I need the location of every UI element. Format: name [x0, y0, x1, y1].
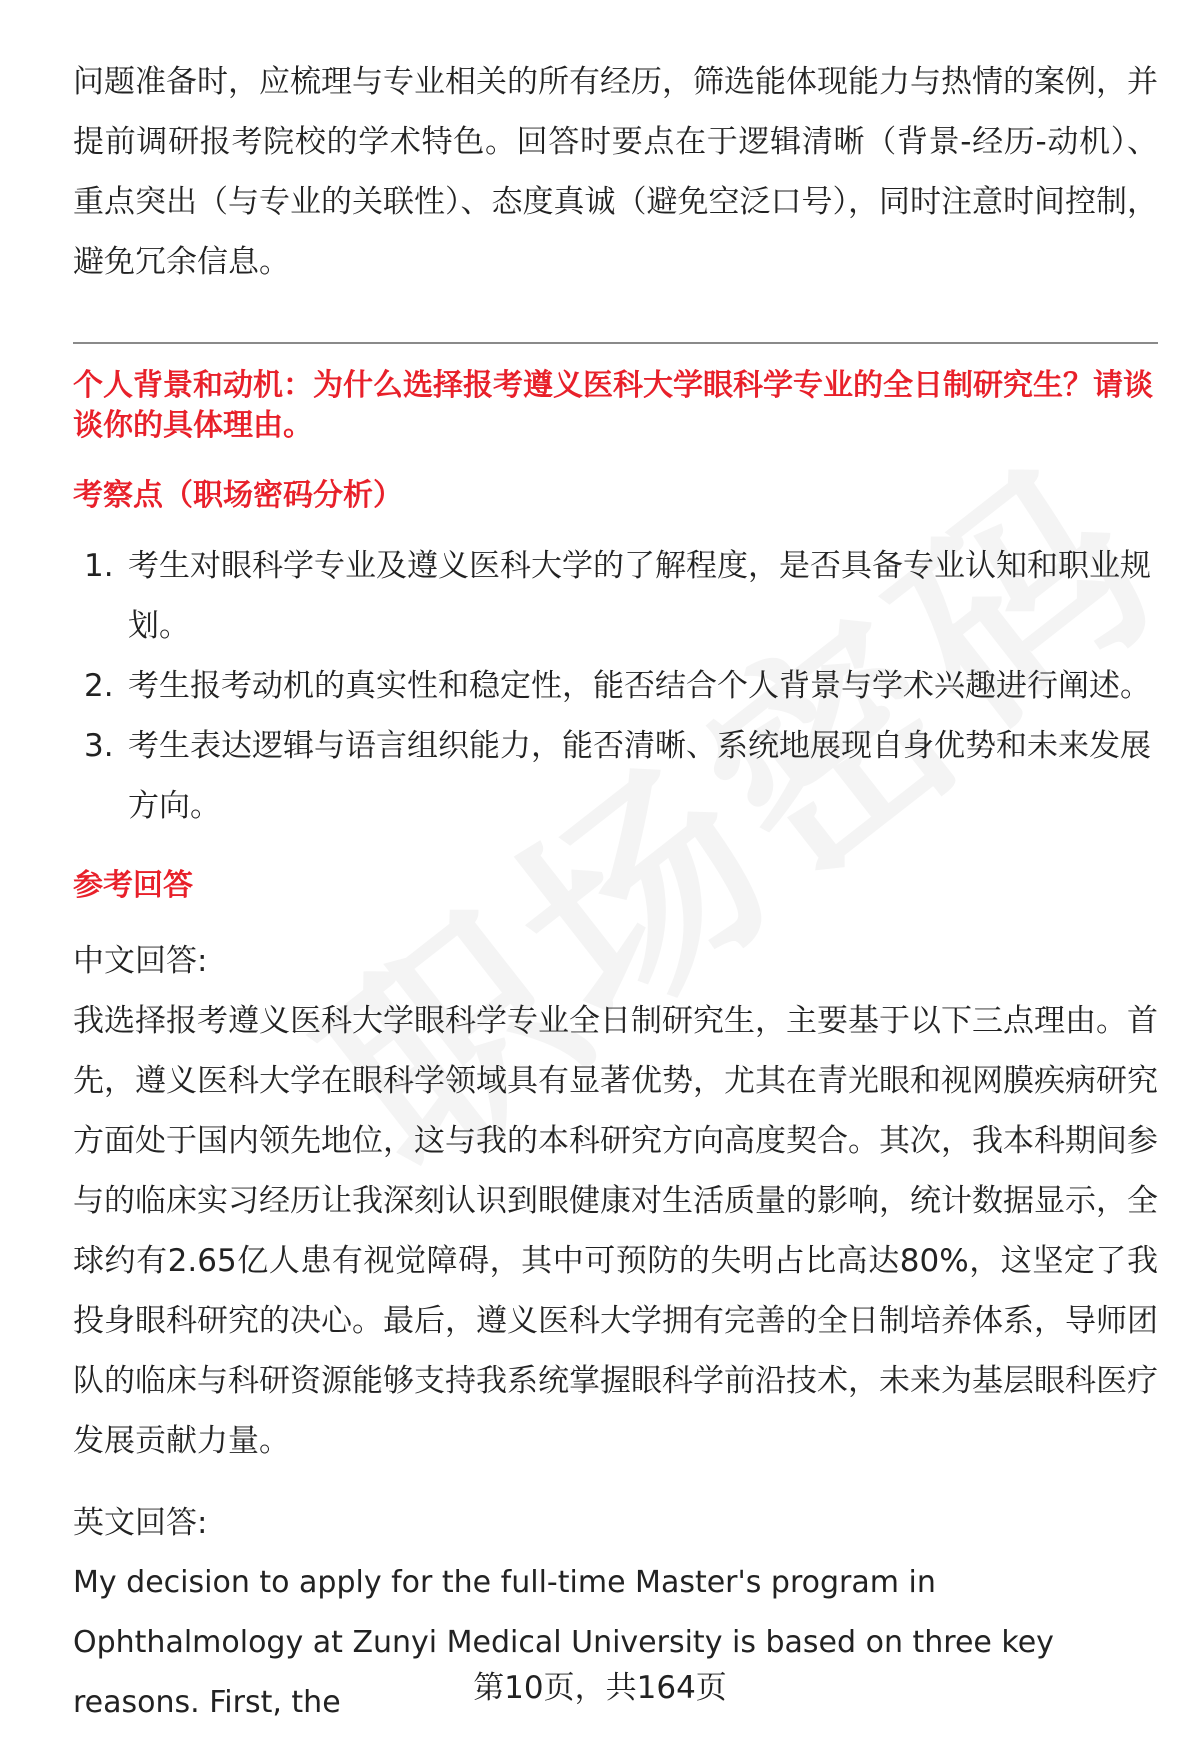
point-number: 2.: [84, 668, 114, 704]
section-divider: [73, 342, 1158, 344]
reference-title: 参考回答: [73, 868, 193, 903]
point-text: 考生报考动机的真实性和稳定性，能否结合个人背景与学术兴趣进行阐述。: [128, 668, 1151, 704]
assessment-title: 考察点（职场密码分析）: [73, 478, 403, 513]
question-heading: 个人背景和动机：为什么选择报考遵义医科大学眼科学专业的全日制研究生？请谈谈你的具体理由。: [73, 368, 1153, 443]
chinese-answer-label: 中文回答:: [73, 943, 208, 979]
assessment-point: [73, 716, 1158, 836]
assessment-point: [73, 536, 1158, 656]
assessment-points: [73, 536, 1158, 836]
point-text: 考生表达逻辑与语言组织能力，能否清晰、系统地展现自身优势和未来发展方向。: [128, 728, 1151, 824]
english-answer-label: 英文回答:: [73, 1505, 208, 1541]
english-answer: My decision to apply for the full-time Master's program in Ophthalmology at Zunyi Medical University is based on three key reasons. First, the: [73, 1565, 1054, 1720]
chinese-answer: 我选择报考遵义医科大学眼科学专业全日制研究生，主要基于以下三点理由。首先，遵义医科大学在眼科学领域具有显著优势，尤其在青光眼和视网膜疾病研究方面处于国内领先地位，这与我的本科研究方向高度契合。其次，我本科期间参与的临床实习经历让我深刻认识到眼健康对生活质量的影响，统计数据显示，全球约有2.65亿人患有视觉障碍，其中可预防的失明占比高达80%，这坚定了我投身眼科研究的决心。最后，遵义医科大学拥有完善的全日制培养体系，导师团队的临床与科研资源能够支持我系统掌握眼科学前沿技术，未来为基层眼科医疗发展贡献力量。: [73, 1003, 1158, 1459]
assessment-point: [73, 656, 1158, 716]
point-number: 1.: [84, 548, 114, 584]
intro-paragraph: 问题准备时，应梳理与专业相关的所有经历，筛选能体现能力与热情的案例，并提前调研报考院校的学术特色。回答时要点在于逻辑清晰（背景-经历-动机）、重点突出（与专业的关联性）、态度真诚（避免空泛口号），同时注意时间控制，避免冗余信息。: [73, 64, 1158, 280]
point-text: 考生对眼科学专业及遵义医科大学的了解程度，是否具备专业认知和职业规划。: [128, 548, 1151, 644]
page-content: [73, 52, 1158, 1733]
page-footer: 第10页，共164页: [473, 1670, 727, 1706]
point-number: 3.: [84, 728, 114, 764]
